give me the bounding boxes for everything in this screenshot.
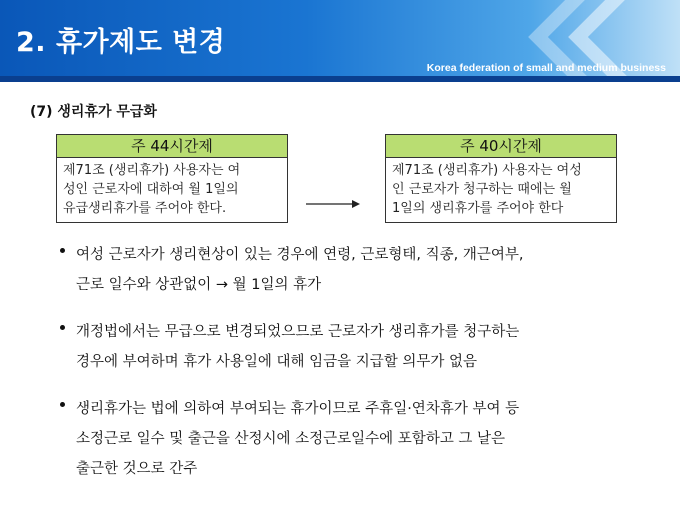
section-subtitle: (7) 생리휴가 무급화 bbox=[30, 104, 157, 120]
bullet-dot-icon bbox=[60, 248, 65, 253]
box-header: 주 40시간제 bbox=[385, 134, 617, 158]
bullet-line: 출근한 것으로 간주 bbox=[76, 461, 198, 477]
bullet-line: 경우에 부여하며 휴가 사용일에 대해 임금을 지급할 의무가 없음 bbox=[76, 354, 478, 370]
bullet-line: 생리휴가는 법에 의하여 부여되는 휴가이므로 주휴일·연차휴가 부여 등 bbox=[76, 401, 520, 417]
header-underline bbox=[0, 76, 680, 82]
bullet-dot-icon bbox=[60, 402, 65, 407]
box-line: 성인 근로자에 대하여 월 1일의 bbox=[63, 182, 239, 197]
comparison-box-40h bbox=[385, 134, 617, 223]
box-line: 제71조 (생리휴가) 사용자는 여 bbox=[63, 163, 241, 178]
comparison-box-44h bbox=[56, 134, 288, 223]
bullet-item bbox=[60, 240, 660, 300]
right-arrow-icon bbox=[306, 199, 360, 209]
box-body bbox=[56, 158, 288, 223]
box-body bbox=[385, 158, 617, 223]
organization-name: Korea federation of small and medium business bbox=[426, 62, 666, 74]
bullet-line: 소정근로 일수 및 출근을 산정시에 소정근로일수에 포함하고 그 날은 bbox=[76, 431, 506, 447]
bullet-item bbox=[60, 317, 660, 377]
box-line: 인 근로자가 청구하는 때에는 월 bbox=[392, 182, 572, 197]
box-line: 제71조 (생리휴가) 사용자는 여성 bbox=[392, 163, 582, 178]
box-line: 1일의 생리휴가를 주어야 한다 bbox=[392, 201, 564, 216]
bullet-dot-icon bbox=[60, 325, 65, 330]
bullet-list bbox=[60, 240, 660, 501]
bullet-item bbox=[60, 394, 660, 484]
bullet-line: 여성 근로자가 생리현상이 있는 경우에 연령, 근로형태, 직종, 개근여부, bbox=[76, 247, 524, 263]
box-line: 유급생리휴가를 주어야 한다. bbox=[63, 201, 227, 216]
bullet-line: 개정법에서는 무급으로 변경되었으므로 근로자가 생리휴가를 청구하는 bbox=[76, 324, 520, 340]
bullet-line: 근로 일수와 상관없이 → 월 1일의 휴가 bbox=[76, 277, 322, 293]
slide-header bbox=[0, 0, 680, 82]
slide-title: 2. 휴가제도 변경 bbox=[16, 27, 226, 58]
box-header: 주 44시간제 bbox=[56, 134, 288, 158]
